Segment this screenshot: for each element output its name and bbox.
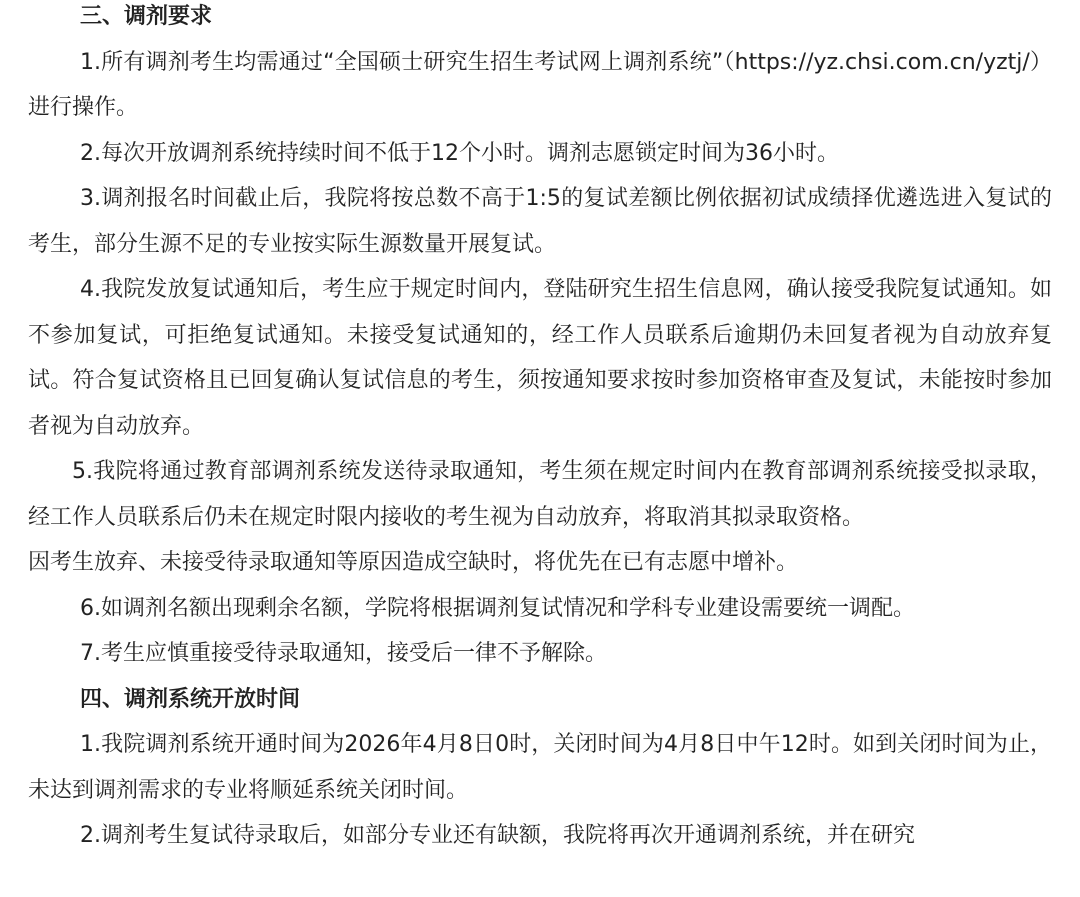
requirement-item-1: 1.所有调剂考生均需通过“全国硕士研究生招生考试网上调剂系统”（https://yz.chsi.com.cn/yztj/）进行操作。 (28, 49, 1052, 120)
section-heading-system-open-time: 四、调剂系统开放时间 (80, 686, 301, 712)
document-body (28, 0, 1052, 859)
open-time-item-1: 1.我院调剂系统开通时间为2026年4月8日0时，关闭时间为4月8日中午12时。如到关闭时间为止，未达到调剂需求的专业将顺延系统关闭时间。 (28, 732, 1052, 803)
requirement-item-3: 3.调剂报名时间截止后，我院将按总数不高于1:5的复试差额比例依据初试成绩择优遴选进入复试的考生，部分生源不足的专业按实际生源数量开展复试。 (28, 186, 1052, 257)
section-heading-adjustment-requirements: 三、调剂要求 (80, 4, 213, 29)
requirement-item-4: 4.我院发放复试通知后，考生应于规定时间内，登陆研究生招生信息网，确认接受我院复试通知。如不参加复试，可拒绝复试通知。未接受复试通知的，经工作人员联系后逾期仍未回复者视为自动放弃复试。符合复试资格且已回复确认复试信息的考生，须按通知要求按时参加资格审查及复试，未能按时参加者视为自动放弃。 (28, 277, 1052, 439)
requirement-note-vacancy: 因考生放弃、未接受待录取通知等原因造成空缺时，将优先在已有志愿中增补。 (28, 550, 799, 575)
requirement-item-2: 2.每次开放调剂系统持续时间不低于12个小时。调剂志愿锁定时间为36小时。 (80, 140, 839, 166)
requirement-item-6: 6.如调剂名额出现剩余名额，学院将根据调剂复试情况和学科专业建设需要统一调配。 (80, 595, 915, 621)
requirement-item-7: 7.考生应慎重接受待录取通知，接受后一律不予解除。 (80, 641, 607, 666)
requirement-item-5: 5.我院将通过教育部调剂系统发送待录取通知，考生须在规定时间内在教育部调剂系统接受拟录取，经工作人员联系后仍未在规定时限内接收的考生视为自动放弃，将取消其拟录取资格。 (28, 459, 1052, 530)
open-time-item-2: 2.调剂考生复试待录取后，如部分专业还有缺额，我院将再次开通调剂系统，并在研究 (80, 823, 915, 848)
